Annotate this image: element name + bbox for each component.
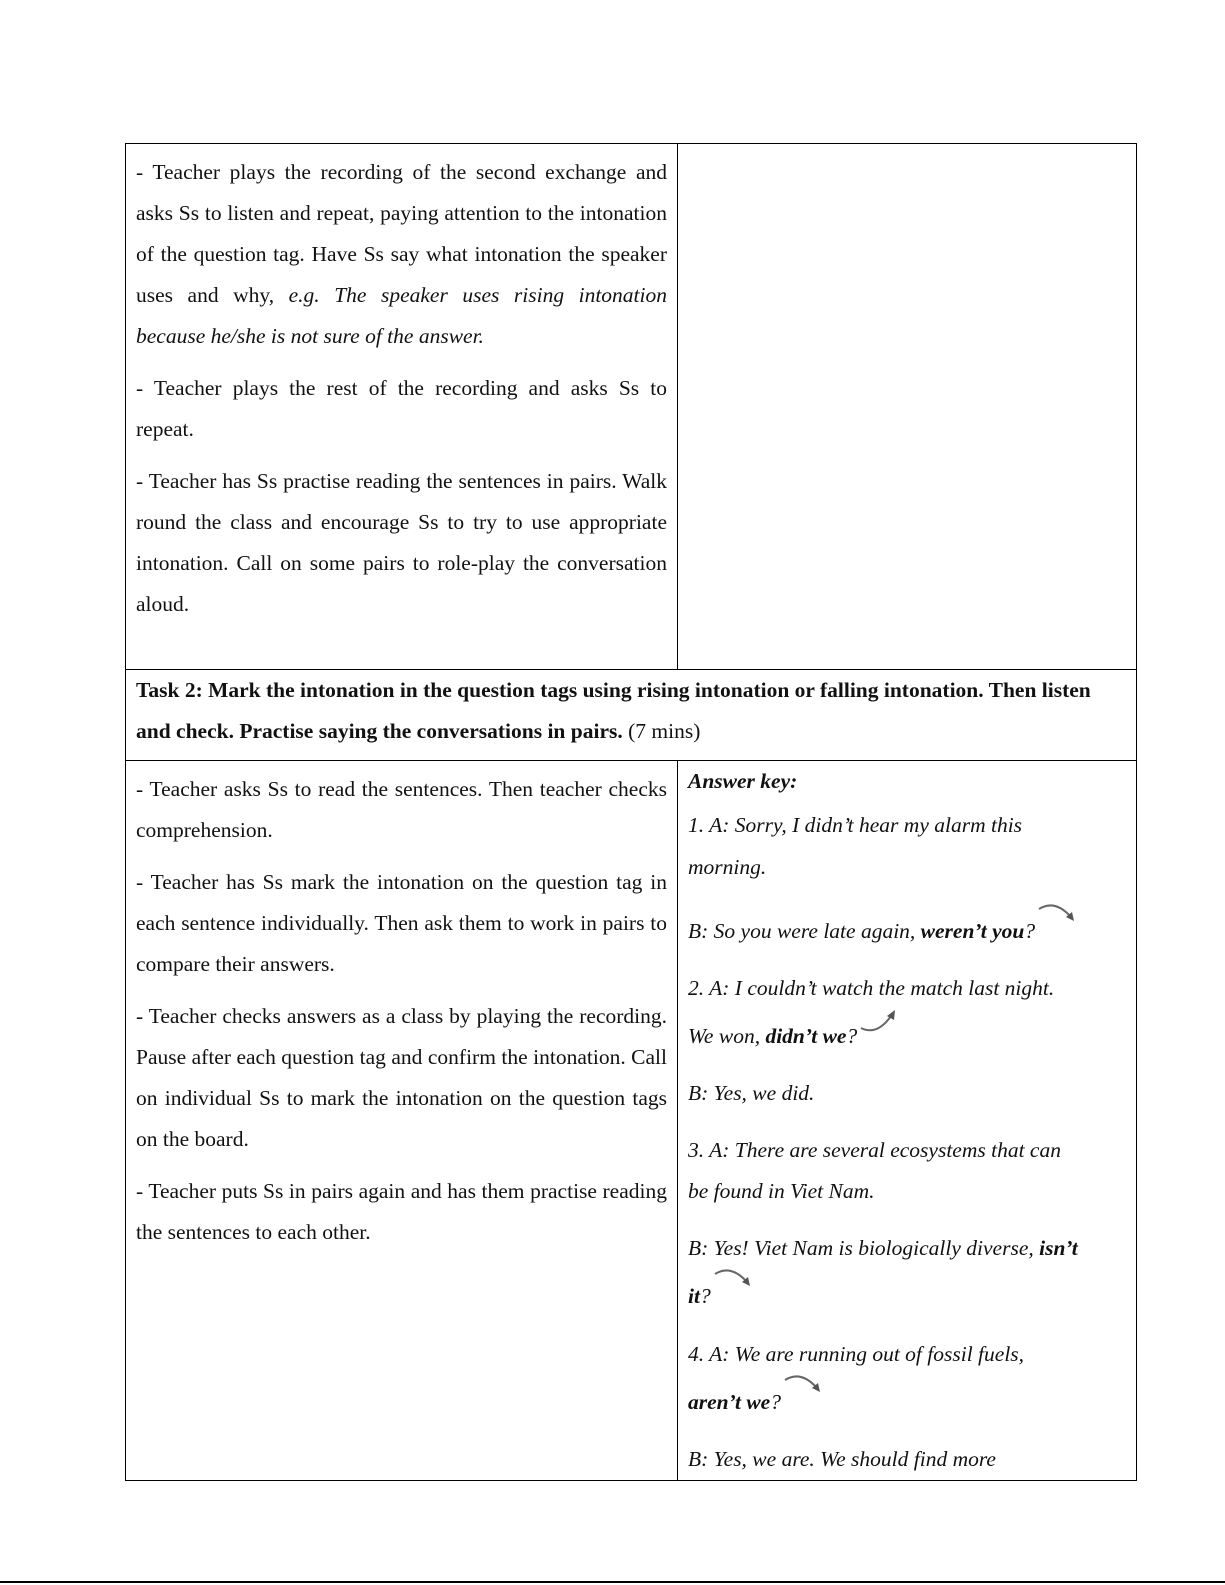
answer-line: We won, didn’t we? <box>688 1016 1126 1057</box>
procedure-cell <box>126 761 678 1481</box>
paragraph: - Teacher puts Ss in pairs again and has them practise reading the sentences to each other. <box>136 1179 667 1244</box>
answer-key-cell <box>678 761 1137 1481</box>
falling-intonation-arrow-icon <box>783 1370 823 1400</box>
answer-line: B: Yes, we did. <box>688 1081 815 1105</box>
paragraph: - Teacher asks Ss to read the sentences. Then teacher checks comprehension. <box>136 777 667 842</box>
answer-line: it? <box>688 1276 1126 1317</box>
falling-intonation-arrow-icon <box>1037 899 1077 929</box>
lesson-table <box>125 143 1137 1481</box>
notes-cell <box>678 144 1137 670</box>
answer-line: aren’t we? <box>688 1382 1126 1423</box>
answer-line: 3. A: There are several ecosystems that can <box>688 1138 1061 1162</box>
paragraph: - Teacher has Ss mark the intonation on the question tag in each sentence individually. Then ask them to work in pairs to compare their answers. <box>136 870 667 976</box>
example-text: e.g. The speaker uses rising intonation because he/she is not sure of the answer. <box>136 283 667 348</box>
answer-line: B: Yes, we are. We should find more <box>688 1447 996 1471</box>
answer-line: B: So you were late again, weren’t you? <box>688 911 1126 952</box>
paragraph-text: - Teacher plays the recording of the second exchange and asks Ss to listen and repeat, paying attention to the intonation of the question tag. Have Ss say what intonation the speaker uses and why, <box>136 160 667 307</box>
answer-line: 4. A: We are running out of fossil fuels, <box>688 1342 1025 1366</box>
paragraph: - Teacher checks answers as a class by playing the recording. Pause after each question tag and confirm the intonation. Call on individual Ss to mark the intonation on the question tags on the board. <box>136 1004 667 1151</box>
procedure-cell <box>126 144 678 670</box>
task-title: Task 2: Mark the intonation in the question tags using rising intonation or falling intonation. Then listen and check. Practise saying the conversations in pairs. <box>136 678 1091 743</box>
falling-intonation-arrow-icon <box>713 1264 753 1294</box>
paragraph: - Teacher plays the rest of the recording and asks Ss to repeat. <box>136 376 667 441</box>
page-bottom-rule <box>0 1581 1225 1583</box>
answer-line: be found in Viet Nam. <box>688 1179 875 1203</box>
rising-intonation-arrow-icon <box>859 1006 899 1036</box>
answer-line: B: Yes! Viet Nam is biologically diverse, isn’t <box>688 1236 1078 1260</box>
task-heading <box>126 670 1137 761</box>
answer-line: 2. A: I couldn’t watch the match last night. <box>688 976 1055 1000</box>
answer-key-heading: Answer key: <box>688 769 798 793</box>
answer-line: morning. <box>688 855 767 879</box>
answer-line: 1. A: Sorry, I didn’t hear my alarm this <box>688 813 1023 837</box>
task-duration: (7 mins) <box>628 719 701 743</box>
paragraph: - Teacher has Ss practise reading the sentences in pairs. Walk round the class and encourage Ss to try to use appropriate intonation. Call on some pairs to role-play the conversation aloud. <box>136 469 667 616</box>
paragraph <box>136 152 667 357</box>
